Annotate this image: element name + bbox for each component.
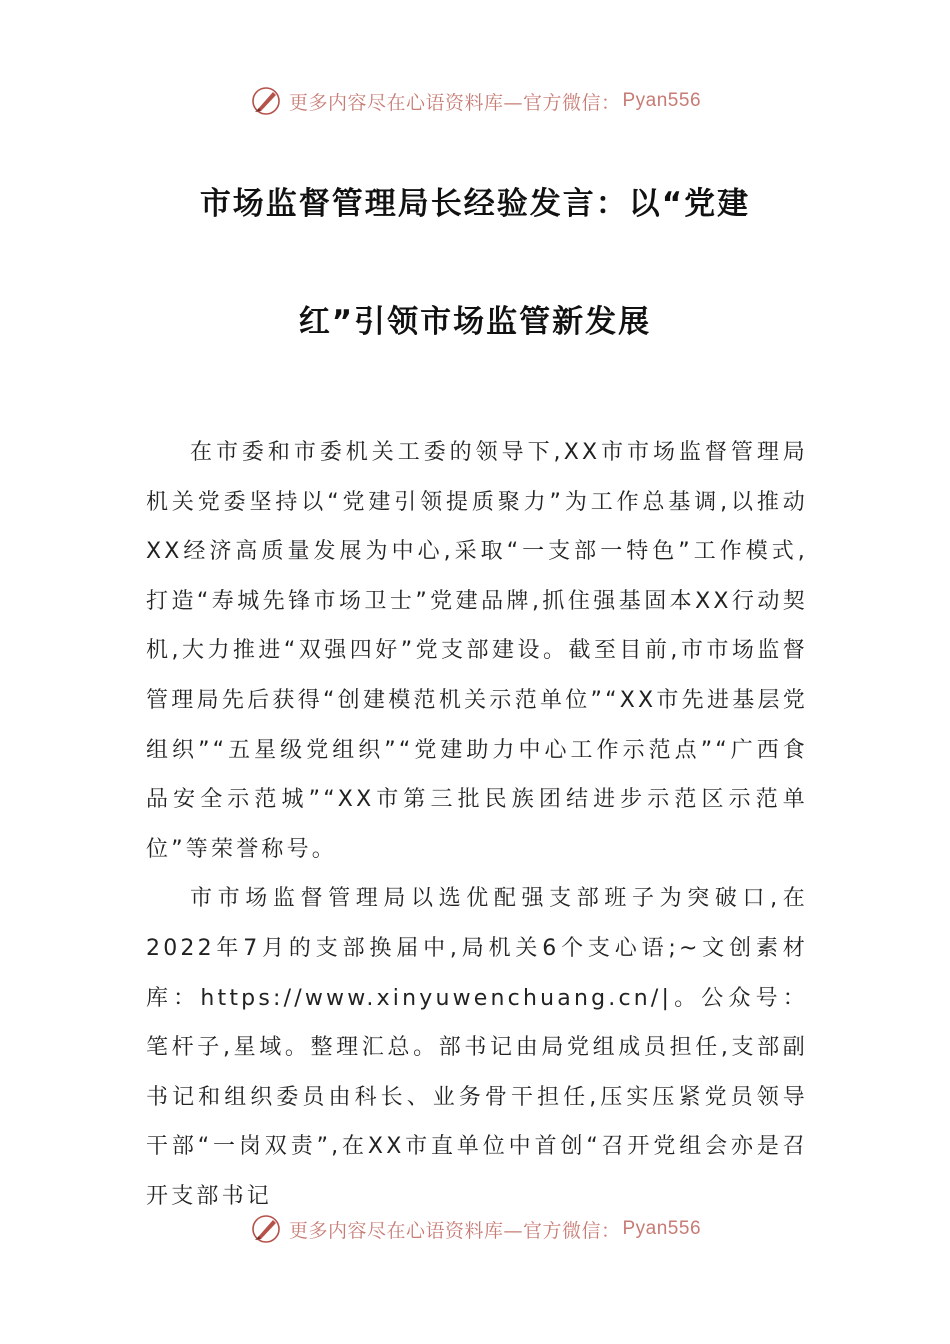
watermark-text: 更多内容尽在心语资料库—官方微信： xyxy=(288,1219,621,1242)
header-watermark xyxy=(0,84,950,118)
document-title-line-1: 市场监督管理局长经验发言：以“党建 xyxy=(199,186,751,222)
paragraph: 在市委和市委机关工委的领导下,XX市市场监督管理局机关党委坚持以“党建引领提质聚力”为工作总基调,以推动XX经济高质量发展为中心,采取“一支部一特色”工作模式,打造“寿城先锋市场卫士”党建品牌,抓住强基固本XX行动契机,大力推进“双强四好”党支部建设。截至目前,市市场监督管理局先后获得“创建模范机关示范单位”“XX市先进基层党组织”“五星级党组织”“党建助力中心工作示范点”“广西食品安全示范城”“XX市第三批民族团结进步示范区示范单位”等荣誉称号。 xyxy=(146,440,808,862)
watermark-text: 更多内容尽在心语资料库—官方微信： xyxy=(288,91,621,114)
paragraph: 市市场监督管理局以选优配强支部班子为突破口,在2022年7月的支部换届中,局机关6个支心语;~文创素材库：https://www.xinyuwenchuang.cn/|。公众号：笔杆子,星域。整理汇总。部书记由局党组成员担任,支部副书记和组织委员由科长、业务骨干担任,压实压紧党员领导干部“一岗双责”,在XX市直单位中首创“召开党组会亦是召开支部书记 xyxy=(146,886,808,1209)
document-body xyxy=(146,428,808,1222)
watermark-wechat-id: Pyan556 xyxy=(622,90,702,111)
watermark-wechat-id: Pyan556 xyxy=(622,1218,702,1239)
document-title-line-2: 红”引领市场监管新发展 xyxy=(298,304,652,340)
pen-logo-icon xyxy=(249,1212,283,1246)
footer-watermark xyxy=(0,1212,950,1246)
pen-logo-icon xyxy=(249,84,283,118)
